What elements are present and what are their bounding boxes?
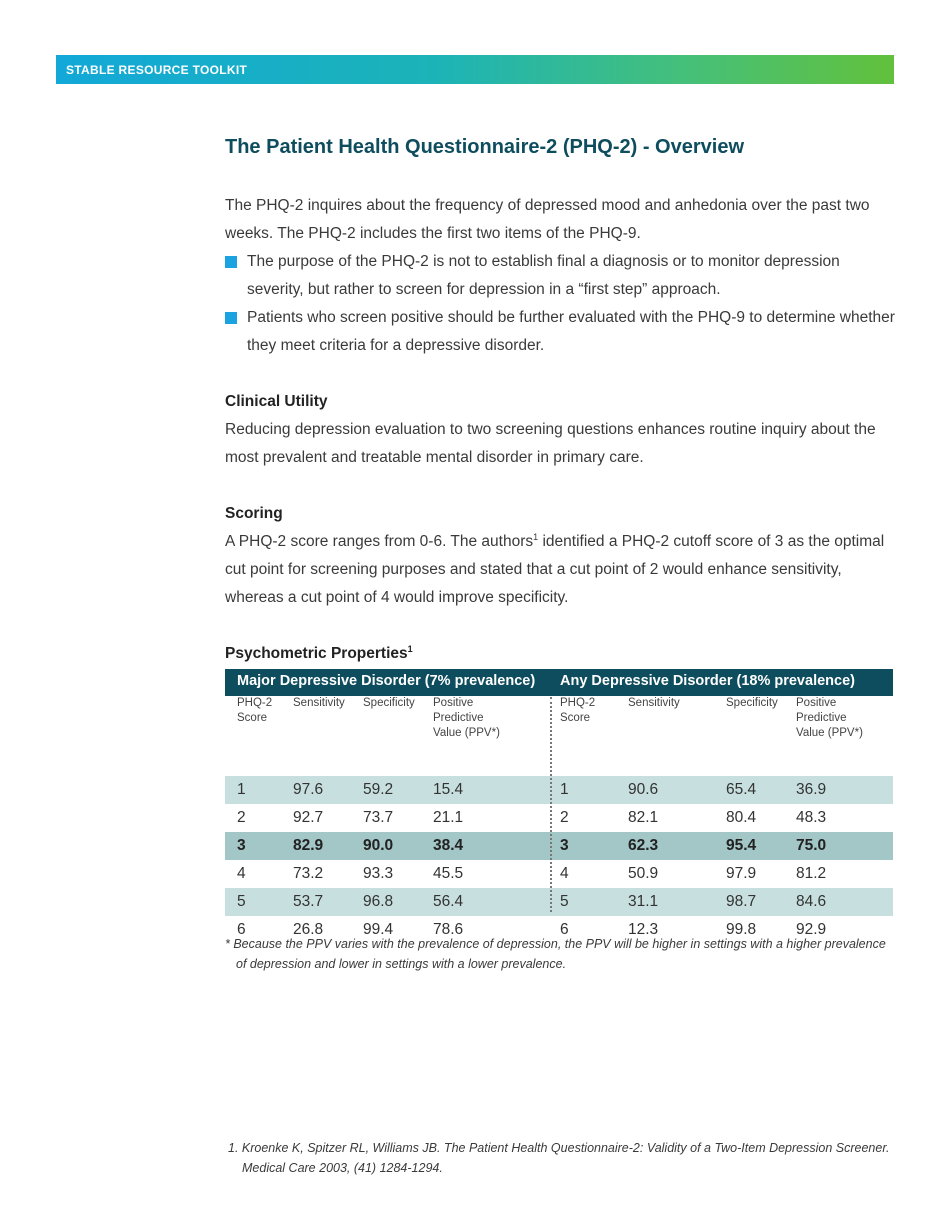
- column-header: Sensitivity: [293, 697, 345, 709]
- column-header: Positive Predictive Value (PPV*): [433, 697, 500, 739]
- table-cell: 36.9: [796, 781, 827, 798]
- table-cell: 90.6: [628, 781, 659, 798]
- psychometric-heading-text: Psychometric Properties: [225, 645, 408, 662]
- column-header: Positive Predictive Value (PPV*): [796, 697, 863, 739]
- clinical-utility-text: Reducing depression evaluation to two screening questions enhances routine inquiry about the most prevalent and treatable mental disorder in primary care.: [225, 421, 876, 466]
- header-banner: [56, 55, 894, 84]
- table-cell: 2: [560, 809, 569, 826]
- table-cell: 99.8: [726, 921, 757, 938]
- table-cell: 50.9: [628, 865, 659, 882]
- bullet-item: [225, 248, 895, 304]
- table-cell: 97.9: [726, 865, 757, 882]
- table-cell: 4: [560, 865, 569, 882]
- table-cell: 92.7: [293, 809, 324, 826]
- intro-text: The PHQ-2 inquires about the frequency of depressed mood and anhedonia over the past two weeks. The PHQ-2 includes the first two items of the PHQ-9.: [225, 197, 870, 242]
- table-cell: 5: [237, 893, 246, 910]
- table-cell: 31.1: [628, 893, 659, 910]
- table-cell: 21.1: [433, 809, 464, 826]
- scoring-text: [225, 528, 895, 612]
- table-cell: 90.0: [363, 837, 394, 854]
- clinical-utility-section: [225, 388, 895, 472]
- table-cell: 73.7: [363, 809, 394, 826]
- table-row: [225, 804, 893, 832]
- footnote-text: * Because the PPV varies with the prevalence of depression, the PPV will be higher in settings with a higher prevalence of depression and lower in settings with a lower prevalence.: [225, 937, 886, 971]
- table-cell: 93.3: [363, 865, 394, 882]
- ppv-footnote: [225, 934, 893, 974]
- intro-bullets: [225, 248, 895, 360]
- column-header: PHQ-2 Score: [560, 697, 596, 724]
- psychometric-heading: [225, 640, 895, 668]
- table-cell: 26.8: [293, 921, 324, 938]
- table-cell: 84.6: [796, 893, 827, 910]
- table-cell: 81.2: [796, 865, 827, 882]
- table-cell: 73.2: [293, 865, 324, 882]
- table-cell: 1: [560, 781, 569, 798]
- table-cell: 5: [560, 893, 569, 910]
- table-column-headers: [225, 696, 893, 776]
- scoring-text-part: A PHQ-2 score ranges from 0-6. The authors: [225, 533, 534, 550]
- table-cell: 98.7: [726, 893, 757, 910]
- citation-sup: 1: [533, 531, 539, 542]
- column-header: Sensitivity: [628, 697, 680, 709]
- table-cell: 53.7: [293, 893, 324, 910]
- table-cell: 15.4: [433, 781, 464, 798]
- psychometric-table: [225, 669, 893, 944]
- column-header: PHQ-2 Score: [237, 697, 273, 724]
- table-cell: 2: [237, 809, 246, 826]
- column-header: Specificity: [363, 697, 415, 709]
- table-cell: 78.6: [433, 921, 464, 938]
- table-cell: 59.2: [363, 781, 394, 798]
- table-cell: 82.1: [628, 809, 659, 826]
- table-cell: 12.3: [628, 921, 659, 938]
- bullet-text: The purpose of the PHQ-2 is not to establish final a diagnosis or to monitor depression severity, but rather to screen for depression in a “first step” approach.: [247, 253, 840, 298]
- table-cell: 97.6: [293, 781, 324, 798]
- clinical-utility-heading: Clinical Utility: [225, 393, 328, 410]
- table-cell: 95.4: [726, 837, 757, 854]
- table-cell: 38.4: [433, 837, 464, 854]
- square-bullet-icon: [225, 256, 237, 268]
- banner-text: STABLE RESOURCE TOOLKIT: [66, 63, 248, 77]
- scoring-heading: Scoring: [225, 505, 283, 522]
- table-cell: 6: [237, 921, 246, 938]
- scoring-text-part: identified a PHQ-2 cutoff score of 3 as the optimal cut point for screening purposes and stated that a cut point of 2 would enhance sensitivity, whereas a cut point of 4 would improve specificity.: [225, 533, 885, 606]
- table-cell: 56.4: [433, 893, 464, 910]
- table-body: [225, 776, 893, 944]
- table-cell: 62.3: [628, 837, 659, 854]
- table-cell: 80.4: [726, 809, 757, 826]
- group-header-left: Major Depressive Disorder (7% prevalence): [237, 673, 536, 689]
- reference: 1. Kroenke K, Spitzer RL, Williams JB. The Patient Health Questionnaire-2: Validity of a Two-Item Depression Screener. Medical Care 2003, (41) 1284-1294.: [228, 1141, 890, 1175]
- table-cell: 4: [237, 865, 246, 882]
- table-cell: 65.4: [726, 781, 757, 798]
- table-divider: [550, 697, 552, 912]
- column-header: Specificity: [726, 697, 778, 709]
- citation-sup: 1: [407, 643, 413, 654]
- table-cell: 48.3: [796, 809, 827, 826]
- bullet-text: Patients who screen positive should be further evaluated with the PHQ-9 to determine whether they meet criteria for a depressive disorder.: [247, 309, 895, 354]
- intro-section: [225, 192, 895, 360]
- bullet-item: [225, 304, 895, 360]
- table-group-header: [225, 669, 893, 696]
- table-cell: 96.8: [363, 893, 394, 910]
- scoring-section: [225, 500, 895, 612]
- table-row: [225, 888, 893, 916]
- table-cell: 92.9: [796, 921, 827, 938]
- table-row: [225, 860, 893, 888]
- table-cell: 75.0: [796, 837, 827, 854]
- table-cell: 6: [560, 921, 569, 938]
- table-cell: 82.9: [293, 837, 324, 854]
- page-title: The Patient Health Questionnaire-2 (PHQ-2) - Overview: [225, 136, 745, 158]
- table-cell: 3: [560, 837, 569, 854]
- table-row: [225, 776, 893, 804]
- table-cell: 45.5: [433, 865, 464, 882]
- table-cell: 1: [237, 781, 246, 798]
- square-bullet-icon: [225, 312, 237, 324]
- table-cell: 3: [237, 837, 246, 854]
- table-cell: 99.4: [363, 921, 394, 938]
- table-row: [225, 832, 893, 860]
- group-header-right: Any Depressive Disorder (18% prevalence): [560, 673, 855, 689]
